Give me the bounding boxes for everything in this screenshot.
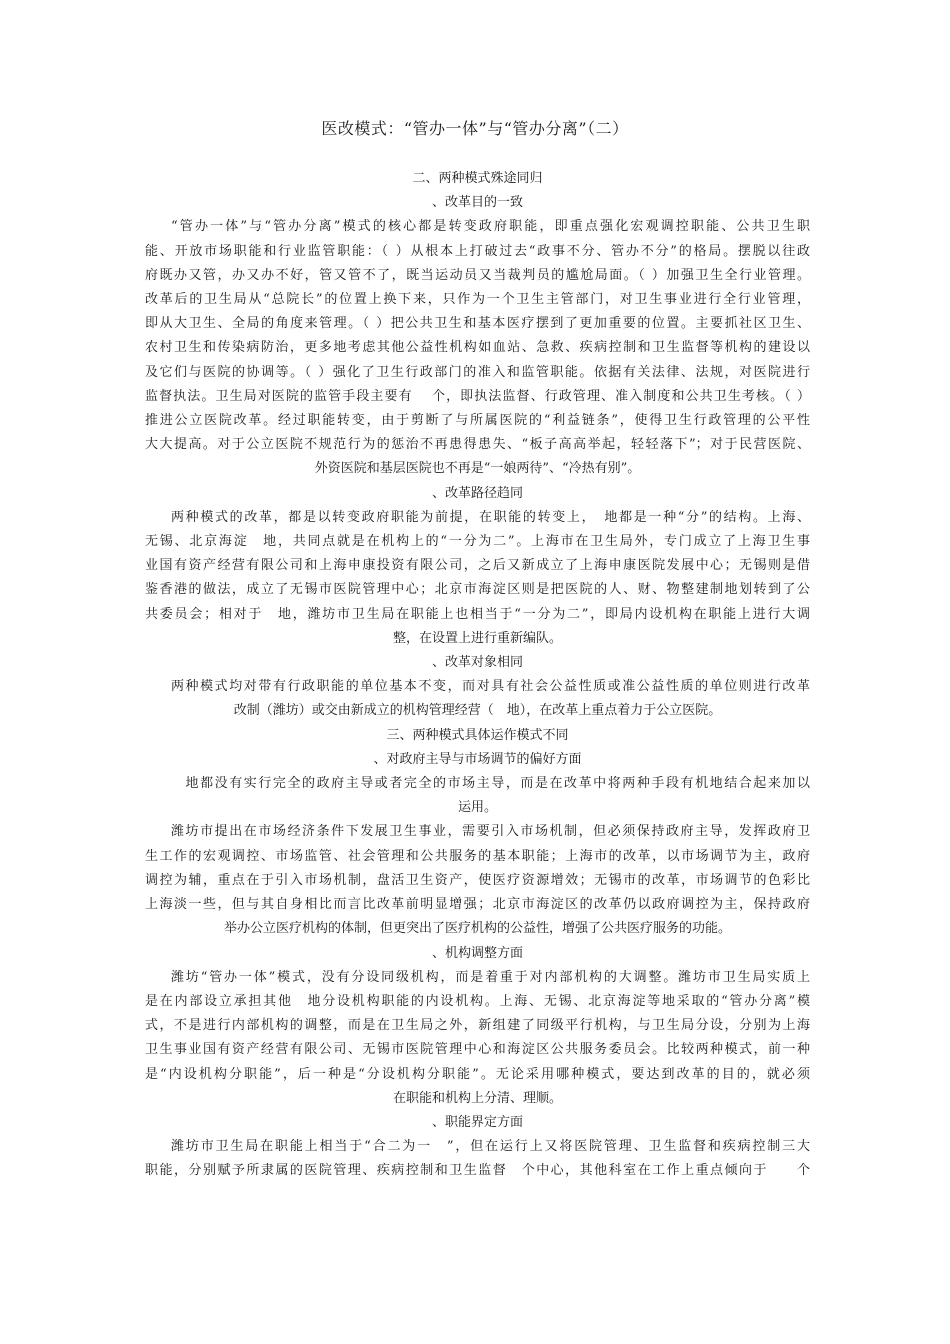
text-line: 无锡、北京海淀 地，共同点就是在机构上的“一分为二”。上海市在卫生局外，专门成立了上海卫生事 xyxy=(145,534,810,550)
text-line: 即从大卫生、全局的角度来管理。（ ）把公共卫生和基本医疗摆到了更加重要的位置。主要抓社区卫生、 xyxy=(145,316,810,332)
text-line: 监督执法。卫生局对医院的监管手段主要有 个，即执法监督、行政管理、准入制度和公共卫生考核。（ ） xyxy=(145,388,810,404)
text-line-last: 举办公立医疗机构的体制，但更突出了医疗机构的公益性，增强了公共医疗服务的功能。 xyxy=(223,921,731,937)
subsection-heading: 、机构调整方面 xyxy=(431,945,523,961)
document-title: 医改模式：“管办一体”与“管办分离”（二） xyxy=(321,119,629,138)
text-line: 共委员会；相对于 地，潍坊市卫生局在职能上也相当于“一分为二”，即局内设机构在职能上进行大调 xyxy=(145,606,810,622)
subsection-heading: 、改革目的一致 xyxy=(431,195,523,211)
text-line: 调控为辅，重点在于引入市场机制，盘活卫生资产，使医疗资源增效；无锡市的改革，市场调节的色彩比 xyxy=(145,872,810,888)
paragraph xyxy=(145,506,810,651)
text-line: 农村卫生和传染病防治，更多地考虑其他公益性机构如血站、急救、疾病控制和卫生监督等机构的建设以 xyxy=(145,340,810,356)
text-line: 上海淡一些，但与其自身相比而言比改革前明显增强；北京市海淀区的改革仍以政府调控为主，保持政府 xyxy=(145,897,810,913)
text-line: 大大提高。对于公立医院不规范行为的惩治不再患得患失、“板子高高举起，轻轻落下”；对于民营医院、 xyxy=(145,437,810,453)
subsection-heading: 、对政府主导与市场调节的偏好方面 xyxy=(373,751,582,767)
text-line: 潍坊“管办一体”模式，没有分设同级机构，而是着重于对内部机构的大调整。潍坊市卫生局实质上 xyxy=(171,969,810,985)
subsection-heading: 、职能界定方面 xyxy=(431,1114,523,1130)
document-body xyxy=(145,167,810,1184)
text-line: 生工作的宏观调控、市场监管、社会管理和公共服务的基本职能；上海市的改革，以市场调节为主，政府 xyxy=(145,848,810,864)
section-heading: 二、两种模式殊途同归 xyxy=(412,171,543,186)
text-line: 地都没有实行完全的政府主导或者完全的市场主导，而是在改革中将两种手段有机地结合起来加以 xyxy=(171,776,810,792)
text-line: 及它们与医院的协调等。（ ）强化了卫生行政部门的准入和监管职能。依据有关法律、法规，对医院进行 xyxy=(145,364,810,380)
text-line: 是“内设机构分职能”，后一种是“分设机构分职能”。无论采用哪种模式，要达到改革的目的，就必须 xyxy=(145,1066,810,1082)
text-line-last: 整，在设置上进行重新编队。 xyxy=(392,630,562,646)
subsection-heading: 、改革对象相同 xyxy=(431,655,523,671)
text-line-last: 改制（潍坊）或交由新成立的机构管理经营（ 地），在改革上重点着力于公立医院。 xyxy=(233,703,722,719)
section-heading: 三、两种模式具体运作模式不同 xyxy=(386,727,569,743)
text-line: 卫生事业国有资产经营有限公司、无锡市医院管理中心和海淀区公共服务委员会。比较两种模式，前一种 xyxy=(145,1042,810,1058)
text-line: 潍坊市提出在市场经济条件下发展卫生事业，需要引入市场机制，但必须保持政府主导，发挥政府卫 xyxy=(171,824,810,840)
text-line-last: 外资医院和基层医院也不再是“一娘两待”、“冷热有别”。 xyxy=(314,461,641,477)
text-line: 改革后的卫生局从“总院长”的位置上换下来，只作为一个卫生主管部门，对卫生事业进行全行业管理， xyxy=(145,292,810,308)
paragraph xyxy=(145,675,810,723)
text-line: 府既办又管，办又办不好，管又管不了，既当运动员又当裁判员的尴尬局面。（ ）加强卫生全行业管理。 xyxy=(145,267,810,283)
text-line: 是在内部设立承担其他 地分设机构职能的内设机构。上海、无锡、北京海淀等地采取的“管办分离”模 xyxy=(145,993,810,1009)
text-line: 两种模式均对带有行政职能的单位基本不变，而对具有社会公益性质或准公益性质的单位则进行改革 xyxy=(171,679,810,695)
subsection-heading: 、改革路径趋同 xyxy=(431,485,523,501)
text-line: 推进公立医院改革。经过职能转变，由于剪断了与所属医院的“利益链条”，使得卫生行政管理的公平性 xyxy=(145,413,810,429)
text-line-last: 运用。 xyxy=(457,800,497,816)
text-line: 潍坊市卫生局在职能上相当于“合二为一 ”，但在运行上又将医院管理、卫生监督和疾病控制三大 xyxy=(171,1139,810,1155)
text-line: 业国有资产经营有限公司和上海申康投资有限公司，之后又新成立了上海申康医院发展中心；无锡则是借 xyxy=(145,558,810,574)
text-line-last: 在职能和机构上分清、理顺。 xyxy=(392,1090,562,1106)
paragraph xyxy=(145,772,810,820)
text-line: 职能，分别赋予所隶属的医院管理、疾病控制和卫生监督 个中心，其他科室在工作上重点倾向于 个 xyxy=(145,1163,810,1179)
text-line: 鉴香港的做法，成立了无锡市医院管理中心；北京市海淀区则是把医院的人、财、物整建制地划转到了公 xyxy=(145,582,810,598)
paragraph xyxy=(145,966,810,1111)
paragraph xyxy=(145,820,810,941)
paragraph xyxy=(145,215,810,481)
paragraph xyxy=(145,1135,810,1183)
text-line: 能、开放市场职能和行业监管职能：（ ）从根本上打破过去“政事不分、管办不分”的格局。摆脱以往政 xyxy=(145,243,810,259)
text-line: “管办一体”与“管办分离”模式的核心都是转变政府职能，即重点强化宏观调控职能、公共卫生职 xyxy=(171,219,810,235)
text-line: 两种模式的改革，都是以转变政府职能为前提，在职能的转变上， 地都是一种“分”的结构。上海、 xyxy=(171,509,810,525)
text-line: 式，不是进行内部机构的调整，而是在卫生局之外，新组建了同级平行机构，与卫生局分设，分别为上海 xyxy=(145,1018,810,1034)
